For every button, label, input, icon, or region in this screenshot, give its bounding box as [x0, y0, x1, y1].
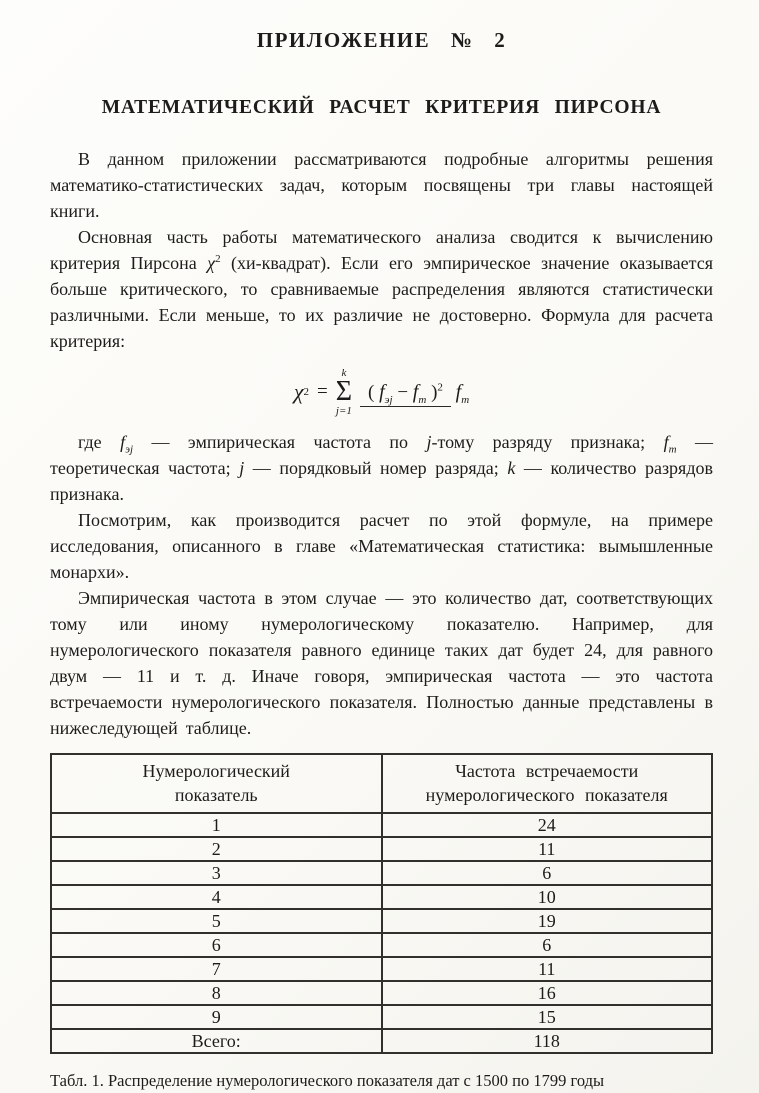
- formula-chi-symbol: χ: [293, 379, 304, 405]
- denominator-f-symbol: f: [455, 380, 462, 403]
- frequency-table: [50, 753, 713, 1054]
- paragraph-empirical-frequency: Эмпирическая частота в этом случае — это количество дат, соответствующих тому или иному нумерологическому показателю. Например, для нумерологического показателя равного единице таких дат будет 24, для равного двум — 11 и т. д. Иначе говоря, эмпирическая частота — это частота встречаемости нумерологического показателя. Полностью данные представлены в нижеследующей таблице.: [50, 587, 713, 738]
- indicator-cell: 2: [51, 837, 382, 861]
- paragraph-example-reference: Посмотрим, как производится расчет по этой формуле, на примере исследования, описанного в главе «Математическая статистика: вымышленные монархи».: [50, 509, 713, 582]
- table-row: [51, 885, 712, 909]
- paragraph-chi-criterion: [50, 224, 713, 354]
- where-t6: — количество разрядов признака.: [50, 457, 713, 504]
- table-caption: Табл. 1. Распределение нумерологического показателя дат с 1500 по 1799 годы: [50, 1070, 605, 1090]
- chi-exponent: 2: [215, 253, 221, 265]
- formula-fraction: [360, 381, 469, 404]
- table-row: [51, 981, 712, 1005]
- summation-lower-limit: j=1: [335, 404, 352, 417]
- indicator-cell: 7: [51, 957, 382, 981]
- paren-close: ): [426, 381, 438, 403]
- minus-sign: −: [392, 381, 413, 403]
- frequency-cell: 16: [382, 981, 713, 1005]
- p2-text-after: (хи-квадрат). Если его эмпирическое значение оказывается больше критического, то сравниваемые распределения являются статистически различными. Если меньше, то их различие не достоверно. Формула для расчета критерия:: [50, 253, 713, 351]
- frequency-cell: 6: [382, 861, 713, 885]
- summation-symbol: [336, 368, 352, 417]
- indicator-cell: 3: [51, 861, 382, 885]
- summation-upper-limit: k: [341, 367, 347, 379]
- indicator-cell: 5: [51, 909, 382, 933]
- paragraph-intro: В данном приложении рассматриваются подробные алгоритмы решения математико-статистических задач, которым посвящены три главы настоящей книги.: [50, 149, 713, 221]
- where-k-symbol: k: [507, 457, 516, 478]
- p2-text-before: Основная часть работы математического анализа сводится к вычислению критерия Пирсона: [50, 227, 713, 273]
- total-label-cell: Всего:: [51, 1029, 382, 1053]
- where-f-empirical-subscript: эj: [125, 443, 134, 456]
- empirical-frequency-subscript: эj: [384, 393, 393, 406]
- where-j-symbol: j: [426, 431, 432, 452]
- frequency-cell: 11: [382, 837, 713, 861]
- empirical-frequency-symbol: f: [379, 380, 385, 403]
- where-j2-symbol: j: [239, 457, 245, 478]
- page-title: МАТЕМАТИЧЕСКИЙ РАСЧЕТ КРИТЕРИЯ ПИРСОНА: [101, 97, 662, 118]
- where-t5: — порядковый номер разряда;: [244, 457, 508, 478]
- theoretical-frequency-symbol: f: [412, 380, 419, 403]
- table-row: [51, 957, 712, 981]
- table-row: [51, 933, 712, 957]
- where-t4: — теоретическая частота;: [50, 431, 714, 478]
- frequency-cell: 11: [382, 957, 713, 981]
- table-header-row: [51, 754, 712, 813]
- where-f-empirical: f: [120, 431, 126, 452]
- indicator-cell: 8: [51, 981, 382, 1005]
- frequency-cell: 15: [382, 1005, 713, 1029]
- sigma-icon: Σ: [335, 376, 353, 407]
- header-frequency-line2: нумерологического показателя: [425, 784, 668, 805]
- where-t1: где: [78, 431, 121, 452]
- numerator-exponent: 2: [437, 381, 443, 394]
- fraction-denominator: [455, 379, 470, 406]
- where-f-theoretical-subscript: т: [668, 443, 677, 456]
- where-f-theoretical: f: [663, 431, 669, 452]
- theoretical-frequency-subscript: т: [418, 393, 427, 406]
- table-row: [51, 1005, 712, 1029]
- frequency-cell: 19: [382, 909, 713, 933]
- header-indicator-line2: показатель: [174, 784, 258, 805]
- formula-equals-sign: =: [317, 381, 328, 403]
- indicator-cell: 4: [51, 885, 382, 909]
- header-frequency-line1: Частота встречаемости: [455, 760, 639, 781]
- table-row: [51, 837, 712, 861]
- where-t3: -тому разряду признака;: [431, 431, 664, 452]
- table-row: [51, 909, 712, 933]
- denominator-subscript: т: [461, 393, 470, 406]
- table-row: [51, 813, 712, 837]
- header-indicator-line1: Нумерологический: [142, 760, 290, 781]
- chi-square-formula: χ 2 = k Σ j=1 ( $f_{эj} - f_т$ )$^2$ $f_т$: [293, 367, 470, 417]
- table-total-row: [51, 1029, 712, 1053]
- column-header-frequency: [382, 754, 713, 813]
- table-row: [51, 861, 712, 885]
- paren-open: (: [368, 381, 380, 403]
- frequency-cell: 24: [382, 813, 713, 837]
- total-value-cell: 118: [382, 1029, 713, 1053]
- indicator-cell: 9: [51, 1005, 382, 1029]
- chi-symbol: χ: [207, 253, 216, 273]
- where-t2: — эмпирическая частота по: [133, 431, 427, 452]
- paragraph-where-definitions: [50, 429, 713, 507]
- fraction-numerator: [360, 382, 451, 407]
- indicator-cell: 1: [51, 813, 382, 837]
- column-header-indicator: [51, 754, 382, 813]
- indicator-cell: 6: [51, 933, 382, 957]
- frequency-cell: 6: [382, 933, 713, 957]
- appendix-title: ПРИЛОЖЕНИЕ № 2: [256, 28, 507, 52]
- frequency-cell: 10: [382, 885, 713, 909]
